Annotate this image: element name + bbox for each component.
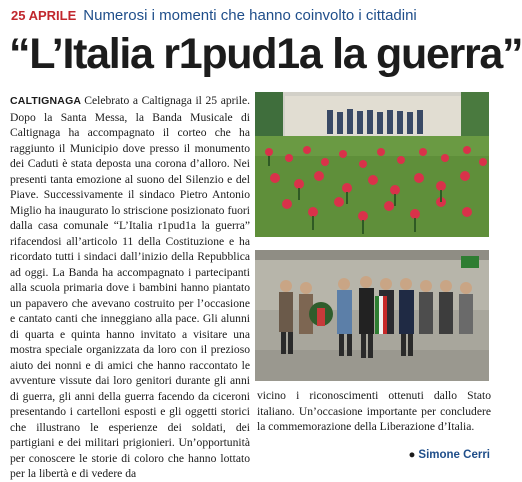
article-body — [10, 93, 250, 480]
byline-bullet-icon: ● — [408, 449, 416, 461]
dateline: CALTIGNAGA — [10, 95, 82, 107]
ceremony-image — [255, 250, 489, 381]
kicker-date: 25 APRILE — [11, 8, 77, 23]
article-text: Celebrato a Caltignaga il 25 aprile. Dopo la Santa Messa, la Banda Musicale di Caltignaga ha accompagnato il corteo che ha raggiunto il Municipio dove presso il monumento dei Caduti è stata deposta una corona d’alloro. Nei presenti tanta emozione al suono del Silenzio e del Piave. Successivamente il sindaco Pietro Antonio Miglio ha inaugurato lo striscione posizionato fuori dalla casa comunale “L’Italia r1pud1a la guerra” rifacendosi all’articolo 11 della Costituzione e ha ricordato tutti i sindaci dall’inizio della Repubblica ad oggi. La Banda ha accompagnato i partecipanti alla scuola primaria dove i bambini hanno piantato un papavero che avevano costruito per l’occasione e cantato canti che inneggiano alla pace. Gli alunni di quarta e quinta hanno invitato a visitare una mostra speciale organizzata da loro con il prezioso aiuto dei nonni e di amici che hanno raccontato le avventure vissute dai loro genitori durante gli anni di guerra, gli anni della guerra facendo da ciceroni presentando i cartelloni esposti e gli oggetti storici che illustrano le esperienze dei soldati, dei partigiani e dei militari prigionieri. Un’opportunità per conoscere le storie di coloro che hanno lottato per la libertà e di vedere da — [10, 94, 250, 480]
photo-ceremony — [255, 250, 489, 381]
headline: “L’Italia r1pud1a la guerra” — [9, 30, 522, 78]
kicker-subtitle: Numerosi i momenti che hanno coinvolto i cittadini — [83, 7, 417, 24]
byline — [378, 449, 490, 465]
article-continuation: vicino i riconoscimenti ottenuti dallo Stato italiano. Un’occasione importante per concludere la commemorazione della Liberazione d’Italia. — [257, 389, 491, 433]
byline-author: Simone Cerri — [418, 449, 490, 461]
poppy-garden-image — [255, 92, 489, 237]
photo-poppy-garden — [255, 92, 489, 237]
